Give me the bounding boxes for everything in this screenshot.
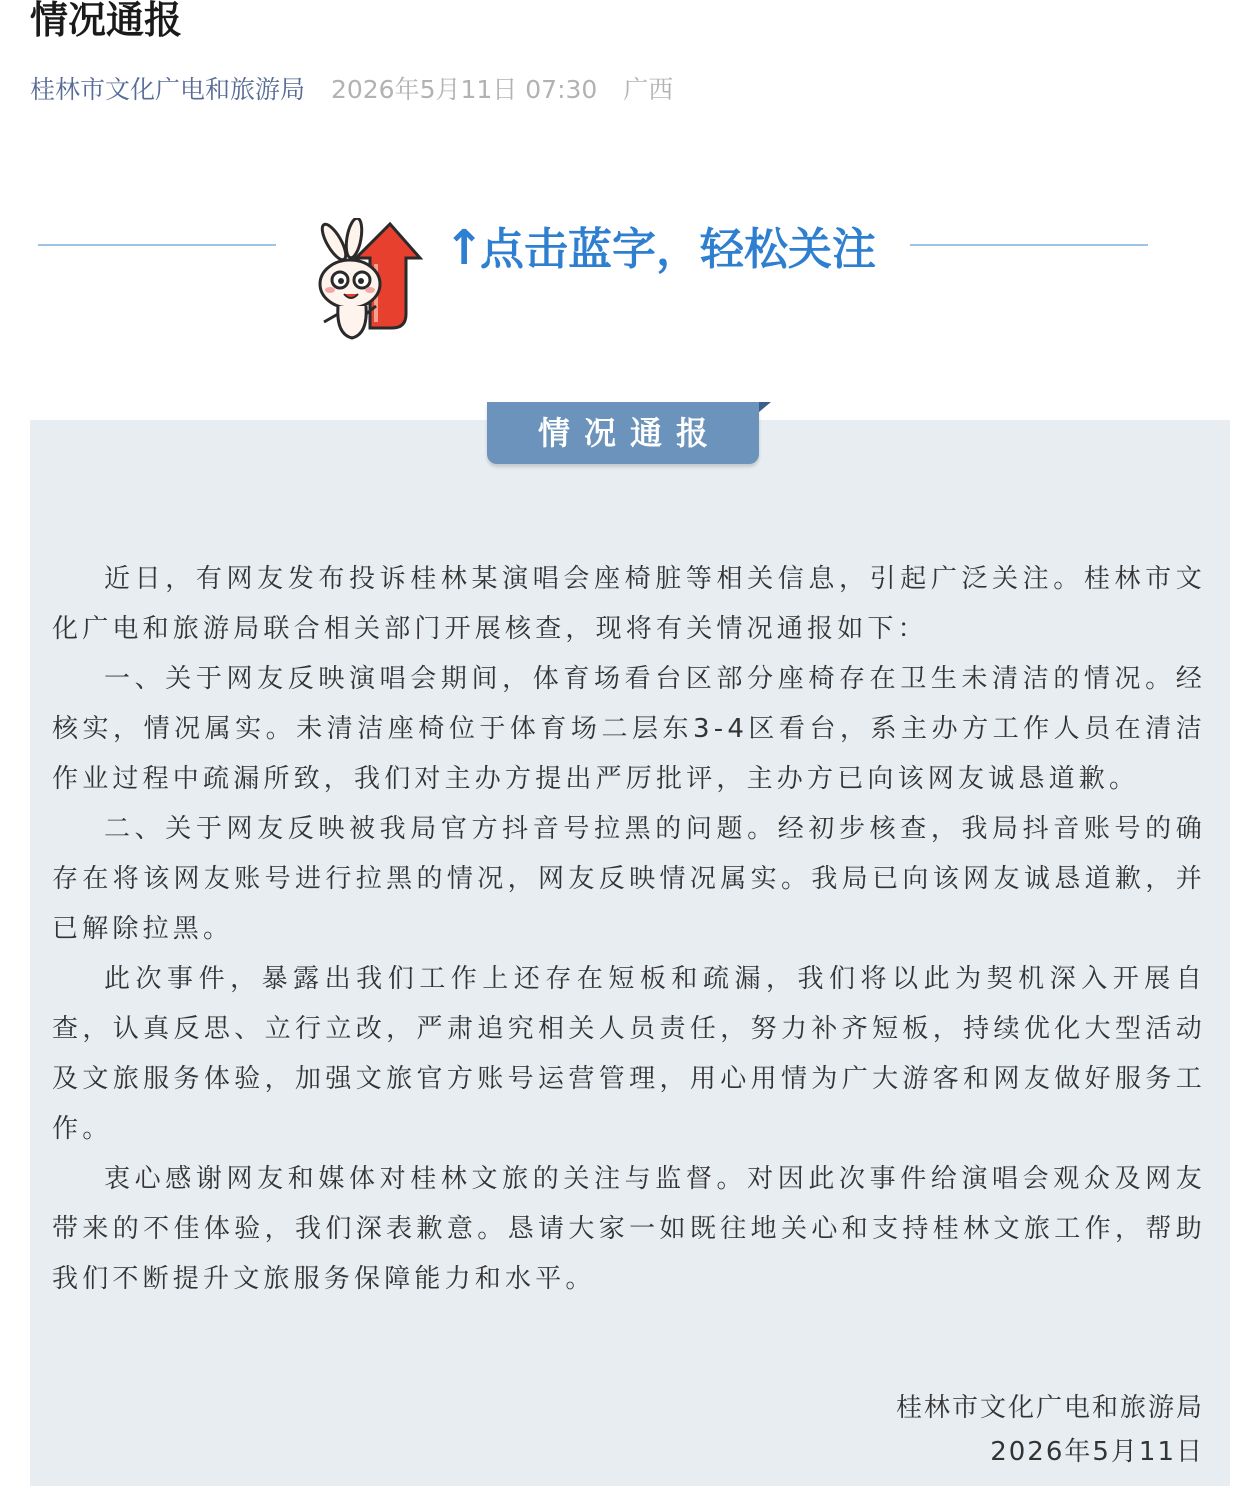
- notice-paragraph: 近日，有网友发布投诉桂林某演唱会座椅脏等相关信息，引起广泛关注。桂林市文化广电和旅游局联合相关部门开展核查，现将有关情况通报如下：: [52, 564, 1206, 644]
- account-name-link[interactable]: 桂林市文化广电和旅游局: [30, 75, 306, 104]
- banner-divider-right: [910, 244, 1148, 246]
- notice-tab-fold: [759, 402, 771, 412]
- article-title: 情况通报: [30, 0, 183, 42]
- signature-date: 2026年5月11日: [990, 1437, 1204, 1467]
- publish-location: 广西: [623, 75, 674, 104]
- notice-paragraph: 此次事件，暴露出我们工作上还存在短板和疏漏，我们将以此为契机深入开展自查，认真反思、立行立改，严肃追究相关人员责任，努力补齐短板，持续优化大型活动及文旅服务体验，加强文旅官方账号运营管理，用心用情为广大游客和网友做好服务工作。: [52, 964, 1206, 1144]
- banner-divider-left: [38, 244, 276, 246]
- notice-tab-label: 情况通报: [537, 414, 722, 452]
- notice-paragraph: 衷心感谢网友和媒体对桂林文旅的关注与监督。对因此次事件给演唱会观众及网友带来的不佳体验，我们深表歉意。恳请大家一如既往地关心和支持桂林文旅工作，帮助我们不断提升文旅服务保障能力和水平。: [52, 1164, 1206, 1294]
- article-meta: [30, 72, 673, 108]
- notice-paragraph: 一、关于网友反映演唱会期间，体育场看台区部分座椅存在卫生未清洁的情况。经核实，情况属实。未清洁座椅位于体育场二层东3-4区看台，系主办方工作人员在清洁作业过程中疏漏所致，我们对主办方提出严厉批评，主办方已向该网友诚恳道歉。: [52, 664, 1206, 794]
- rabbit-mascot-icon: [312, 218, 424, 346]
- follow-prompt-text[interactable]: 点击蓝字，轻松关注: [480, 224, 876, 275]
- signature-organization: 桂林市文化广电和旅游局: [895, 1393, 1204, 1423]
- notice-body: [52, 554, 1206, 1304]
- publish-time: 2026年5月11日 07:30: [330, 75, 598, 104]
- follow-arrow-icon: ↑: [444, 220, 485, 276]
- notice-paragraph: 二、关于网友反映被我局官方抖音号拉黑的问题。经初步核查，我局抖音账号的确存在将该网友账号进行拉黑的情况，网友反映情况属实。我局已向该网友诚恳道歉，并已解除拉黑。: [52, 814, 1206, 944]
- notice-signature: [896, 1386, 1204, 1474]
